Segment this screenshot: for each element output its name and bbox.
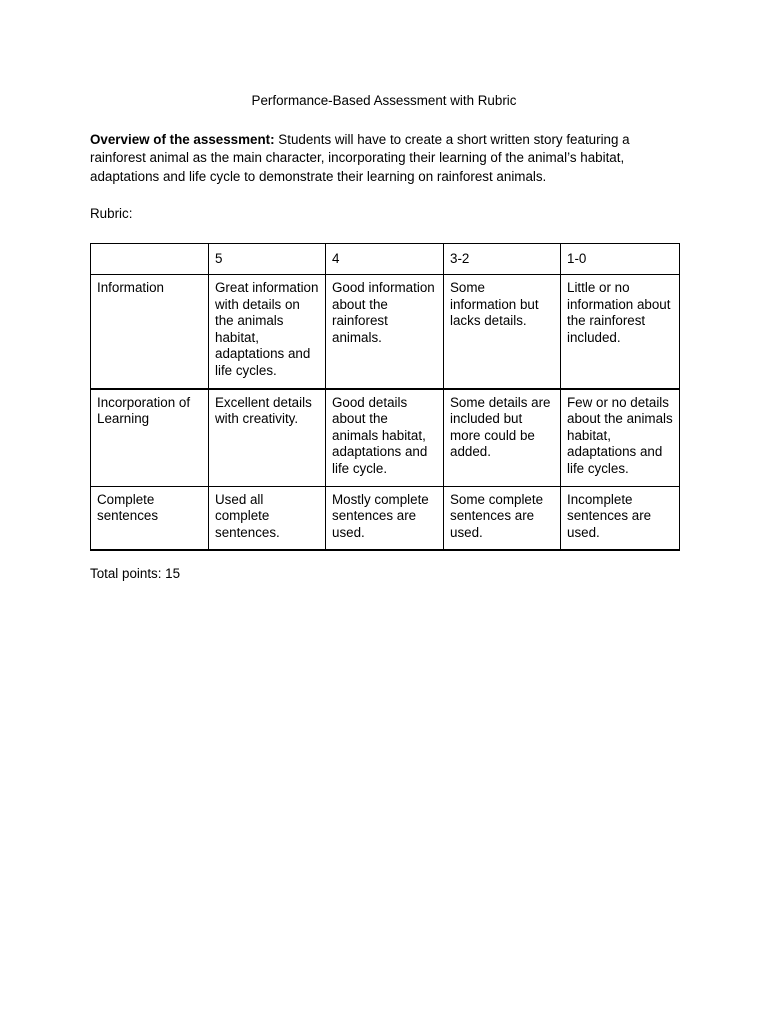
rubric-cell: Some information but lacks details. — [444, 275, 561, 389]
header-cell-score-1-0: 1-0 — [561, 244, 680, 275]
rubric-table — [90, 243, 680, 551]
rubric-row-incorporation — [91, 389, 680, 486]
rubric-cell: Good details about the animals habitat, adaptations and life cycle. — [326, 389, 444, 486]
total-points: Total points: 15 — [90, 566, 181, 581]
header-cell-score-4: 4 — [326, 244, 444, 275]
rubric-cell: Incomplete sentences are used. — [561, 486, 680, 550]
criterion-cell: Complete sentences — [91, 486, 209, 550]
rubric-cell: Few or no details about the animals habitat, adaptations and life cycles. — [561, 389, 680, 486]
overview-text: Students will have to create a short written story featuring a rainforest animal as the main character, incorporating their learning of the animal’s habitat, adaptations and life cycle to demonstrate their learning on rainforest animals. — [90, 132, 630, 184]
rubric-cell: Good information about the rainforest animals. — [326, 275, 444, 389]
rubric-cell: Excellent details with creativity. — [209, 389, 326, 486]
rubric-cell: Great information with details on the animals habitat, adaptations and life cycles. — [209, 275, 326, 389]
overview-paragraph — [90, 131, 680, 186]
rubric-label: Rubric: — [90, 206, 133, 221]
page-title: Performance-Based Assessment with Rubric — [251, 93, 517, 108]
rubric-row-sentences — [91, 486, 680, 550]
header-cell-score-3-2: 3-2 — [444, 244, 561, 275]
rubric-cell: Little or no information about the rainforest included. — [561, 275, 680, 389]
overview-label: Overview of the assessment: — [90, 132, 275, 147]
criterion-cell: Information — [91, 275, 209, 389]
rubric-cell: Used all complete sentences. — [209, 486, 326, 550]
rubric-cell: Some details are included but more could be added. — [444, 389, 561, 486]
rubric-header-row — [91, 244, 680, 275]
header-cell-score-5: 5 — [209, 244, 326, 275]
rubric-row-information — [91, 275, 680, 389]
criterion-cell: Incorporation of Learning — [91, 389, 209, 486]
rubric-cell: Mostly complete sentences are used. — [326, 486, 444, 550]
header-cell-empty — [91, 244, 209, 275]
rubric-cell: Some complete sentences are used. — [444, 486, 561, 550]
